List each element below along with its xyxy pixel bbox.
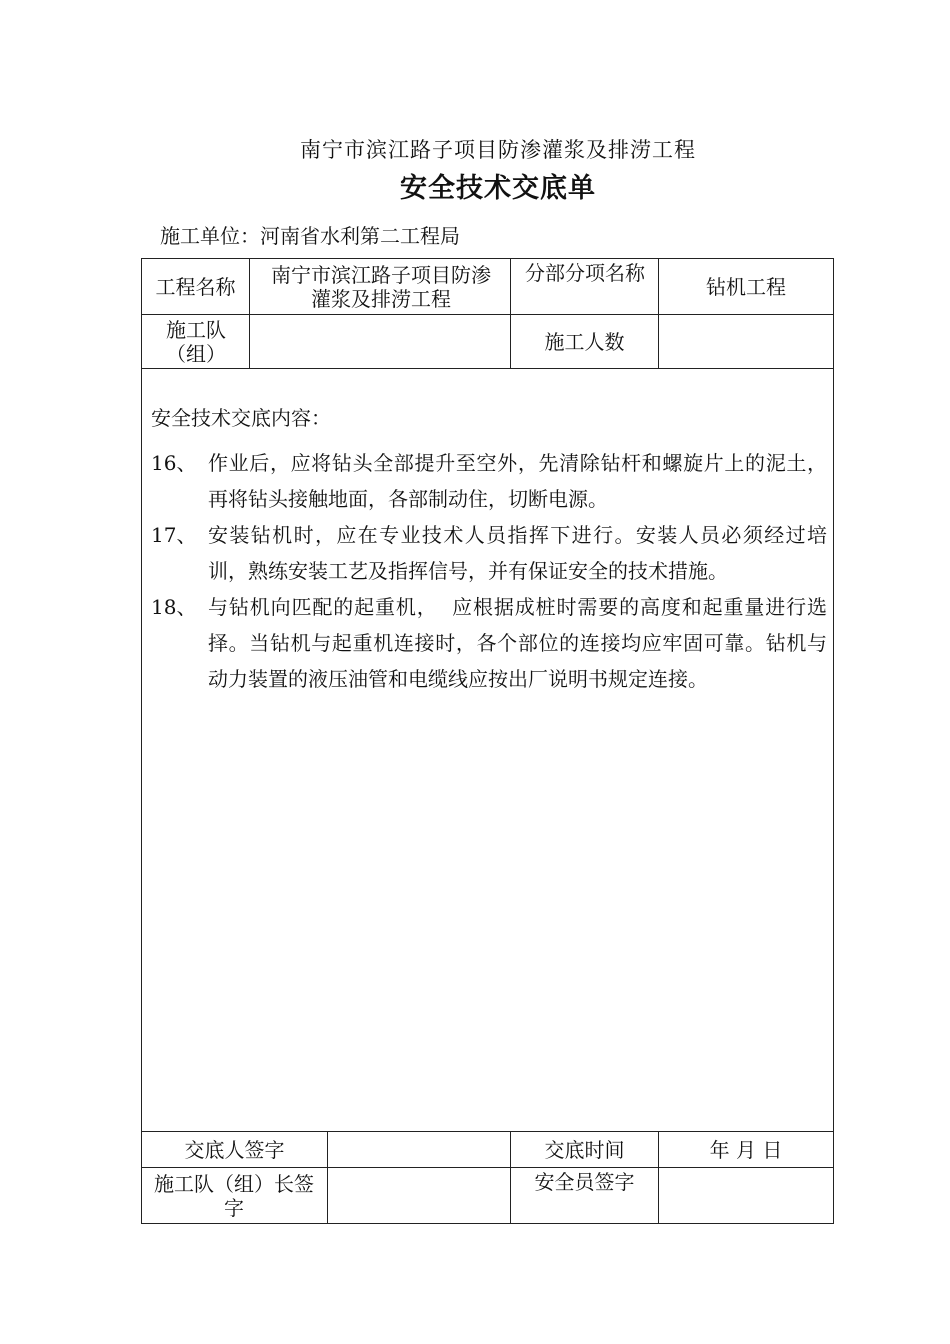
- project-name-value: 南宁市滨江路子项目防渗灌浆及排涝工程: [271, 262, 491, 311]
- safety-officer-sign-label: 安全员签字: [534, 1170, 635, 1194]
- team-leader-sign-field[interactable]: [328, 1168, 510, 1224]
- item-number: 17、: [151, 523, 197, 547]
- list-item: [151, 589, 827, 697]
- document-title: 安全技术交底单: [400, 173, 596, 204]
- item-number: 18、: [151, 595, 197, 619]
- team-label: 施工队（组）: [166, 317, 226, 366]
- item-text: 与钻机向匹配的起重机， 应根据成桩时需要的高度和起重量进行选择。当钻机与起重机连接时，各个部位的连接均应牢固可靠。钻机与动力装置的液压油管和电缆线应按出厂说明书规定连接。: [208, 595, 827, 691]
- handover-time-label: 交底时间: [544, 1137, 625, 1162]
- item-text: 作业后，应将钻头全部提升至空外，先清除钻杆和螺旋片上的泥土，再将钻头接触地面，各部制动住，切断电源。: [208, 451, 827, 511]
- project-title: 南宁市滨江路子项目防渗灌浆及排涝工程: [300, 138, 696, 162]
- team-leader-sign-label: 施工队（组）长签字: [154, 1172, 314, 1220]
- presenter-sign-label: 交底人签字: [184, 1137, 285, 1162]
- list-item: [151, 517, 827, 589]
- subitem-value: 钻机工程: [706, 274, 786, 299]
- safety-officer-sign-field[interactable]: [659, 1168, 833, 1224]
- content-heading: 安全技术交底内容：: [151, 406, 331, 430]
- project-name-label: 工程名称: [155, 274, 236, 299]
- handover-time-value[interactable]: 年 月 日: [709, 1137, 783, 1162]
- construction-unit: 施工单位：河南省水利第二工程局: [160, 224, 460, 248]
- row-divider: [142, 368, 833, 369]
- subitem-label: 分部分项名称: [525, 261, 645, 285]
- item-number: 16、: [151, 451, 197, 475]
- workers-label: 施工人数: [544, 329, 625, 354]
- item-text: 安装钻机时，应在专业技术人员指挥下进行。安装人员必须经过培训，熟练安装工艺及指挥信号，并有保证安全的技术措施。: [208, 523, 827, 583]
- workers-value: [659, 315, 833, 368]
- handover-content: [151, 402, 827, 697]
- team-value: [250, 315, 510, 368]
- list-item: [151, 445, 827, 517]
- presenter-sign-field[interactable]: [328, 1132, 510, 1167]
